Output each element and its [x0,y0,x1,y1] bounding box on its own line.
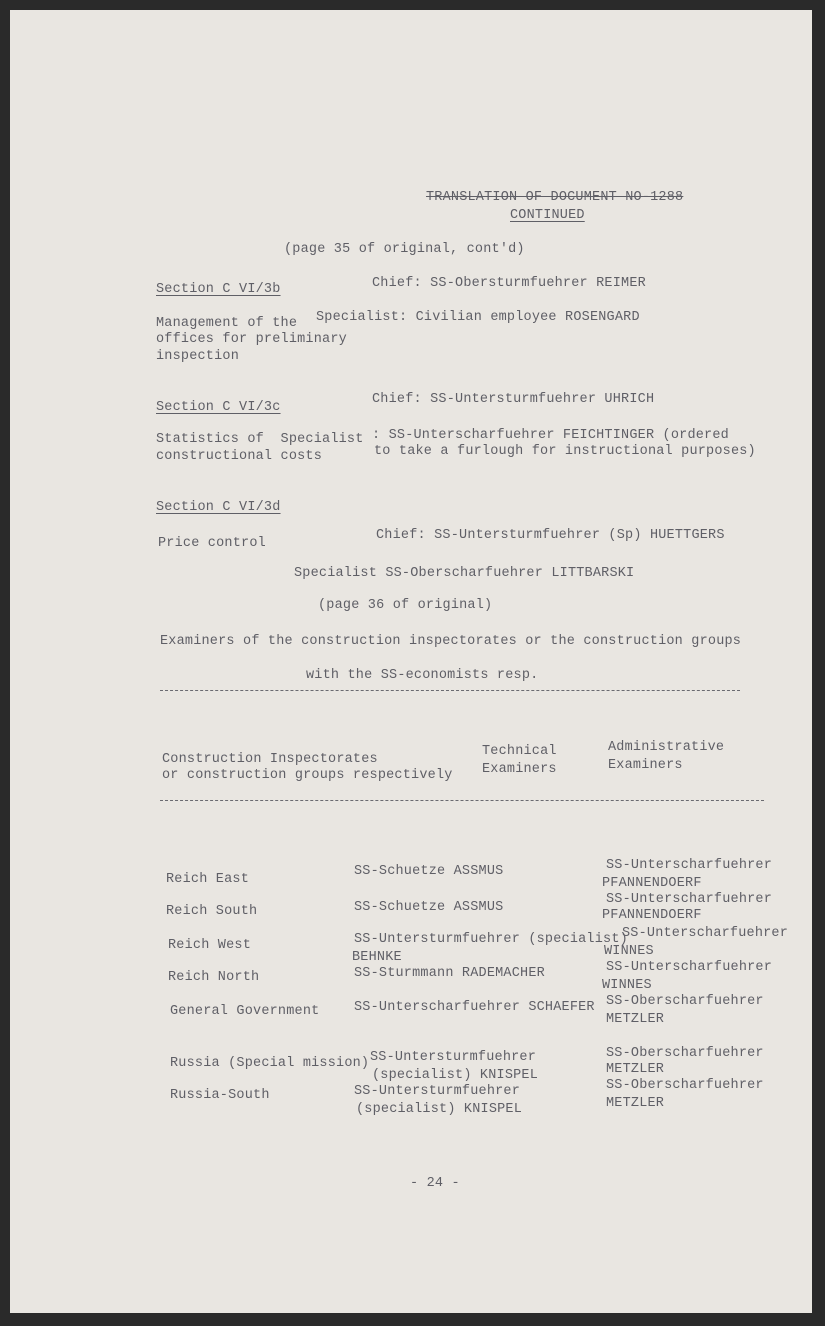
technical-examiner-cell: SS-Untersturmfuehrer [354,1084,521,1099]
document-subtitle: CONTINUED [510,208,585,223]
document-page [10,10,812,1313]
section-heading: Section C VI/3c [156,400,281,415]
divider [160,800,764,801]
admin-examiner-cell: SS-Unterscharfuehrer [606,858,773,873]
region-cell: Russia (Special mission) [170,1056,370,1071]
admin-examiner-cell: SS-Oberscharfuehrer [606,994,764,1009]
section-description: constructional costs [156,449,323,464]
column-header: Administrative [608,740,725,755]
admin-examiner-cell: SS-Oberscharfuehrer [606,1046,764,1061]
region-cell: Russia-South [170,1088,270,1103]
technical-examiner-cell: SS-Untersturmfuehrer [370,1050,537,1065]
technical-examiner-cell: (specialist) KNISPEL [356,1102,523,1117]
section-chief: Chief: SS-Untersturmfuehrer UHRICH [372,392,655,407]
section-specialist: to take a furlough for instructional purposes) [374,444,756,459]
admin-examiner-cell: SS-Oberscharfuehrer [606,1078,764,1093]
column-header: Examiners [482,762,557,777]
admin-examiner-cell: METZLER [606,1012,665,1027]
technical-examiner-cell: (specialist) KNISPEL [372,1068,539,1083]
admin-examiner-cell: PFANNENDOERF [602,876,702,891]
page-number: - 24 - [410,1176,460,1191]
region-cell: Reich West [168,938,252,953]
admin-examiner-cell: SS-Unterscharfuehrer [622,926,789,941]
region-cell: Reich South [166,904,258,919]
section-chief: Chief: SS-Untersturmfuehrer (Sp) HUETTGERS [376,528,725,543]
technical-examiner-cell: SS-Untersturmfuehrer (specialist) [354,932,628,947]
technical-examiner-cell: SS-Schuetze ASSMUS [354,900,504,915]
section-specialist: : SS-Unterscharfuehrer FEICHTINGER (ordered [372,428,729,443]
section-specialist: Specialist: Civilian employee ROSENGARD [316,310,640,325]
section-chief: Chief: SS-Obersturmfuehrer REIMER [372,276,646,291]
admin-examiner-cell: METZLER [606,1096,665,1111]
technical-examiner-cell: SS-Sturmmann RADEMACHER [354,966,545,981]
examiners-intro: with the SS-economists resp. [306,668,539,683]
admin-examiner-cell: SS-Unterscharfuehrer [606,960,773,975]
region-cell: Reich North [168,970,260,985]
examiners-intro: Examiners of the construction inspectorates or the construction groups [160,634,742,649]
document-title: TRANSLATION OF DOCUMENT NO-1288 [426,190,684,205]
section-heading: Section C VI/3b [156,282,281,297]
admin-examiner-cell: METZLER [606,1062,665,1077]
column-header: Technical [482,744,557,759]
section-description: Statistics of Specialist [156,432,364,447]
section-heading: Section C VI/3d [156,500,281,515]
region-cell: General Government [170,1004,320,1019]
region-cell: Reich East [166,872,250,887]
section-specialist: Specialist SS-Oberscharfuehrer LITTBARSKI [294,566,635,581]
column-header: or construction groups respectively [162,768,453,783]
page-note: (page 35 of original, cont'd) [284,242,525,257]
technical-examiner-cell: SS-Unterscharfuehrer SCHAEFER [354,1000,595,1015]
technical-examiner-cell: SS-Schuetze ASSMUS [354,864,504,879]
admin-examiner-cell: WINNES [604,944,654,959]
section-description: offices for preliminary [156,332,347,347]
admin-examiner-cell: SS-Unterscharfuehrer [606,892,773,907]
column-header: Examiners [608,758,683,773]
section-description: Management of the [156,316,298,331]
section-description: Price control [158,536,266,551]
admin-examiner-cell: PFANNENDOERF [602,908,702,923]
section-description: inspection [156,349,240,364]
column-header: Construction Inspectorates [162,752,378,767]
admin-examiner-cell: WINNES [602,978,652,993]
divider [160,690,740,691]
technical-examiner-cell: BEHNKE [352,950,402,965]
page-note: (page 36 of original) [318,598,493,613]
